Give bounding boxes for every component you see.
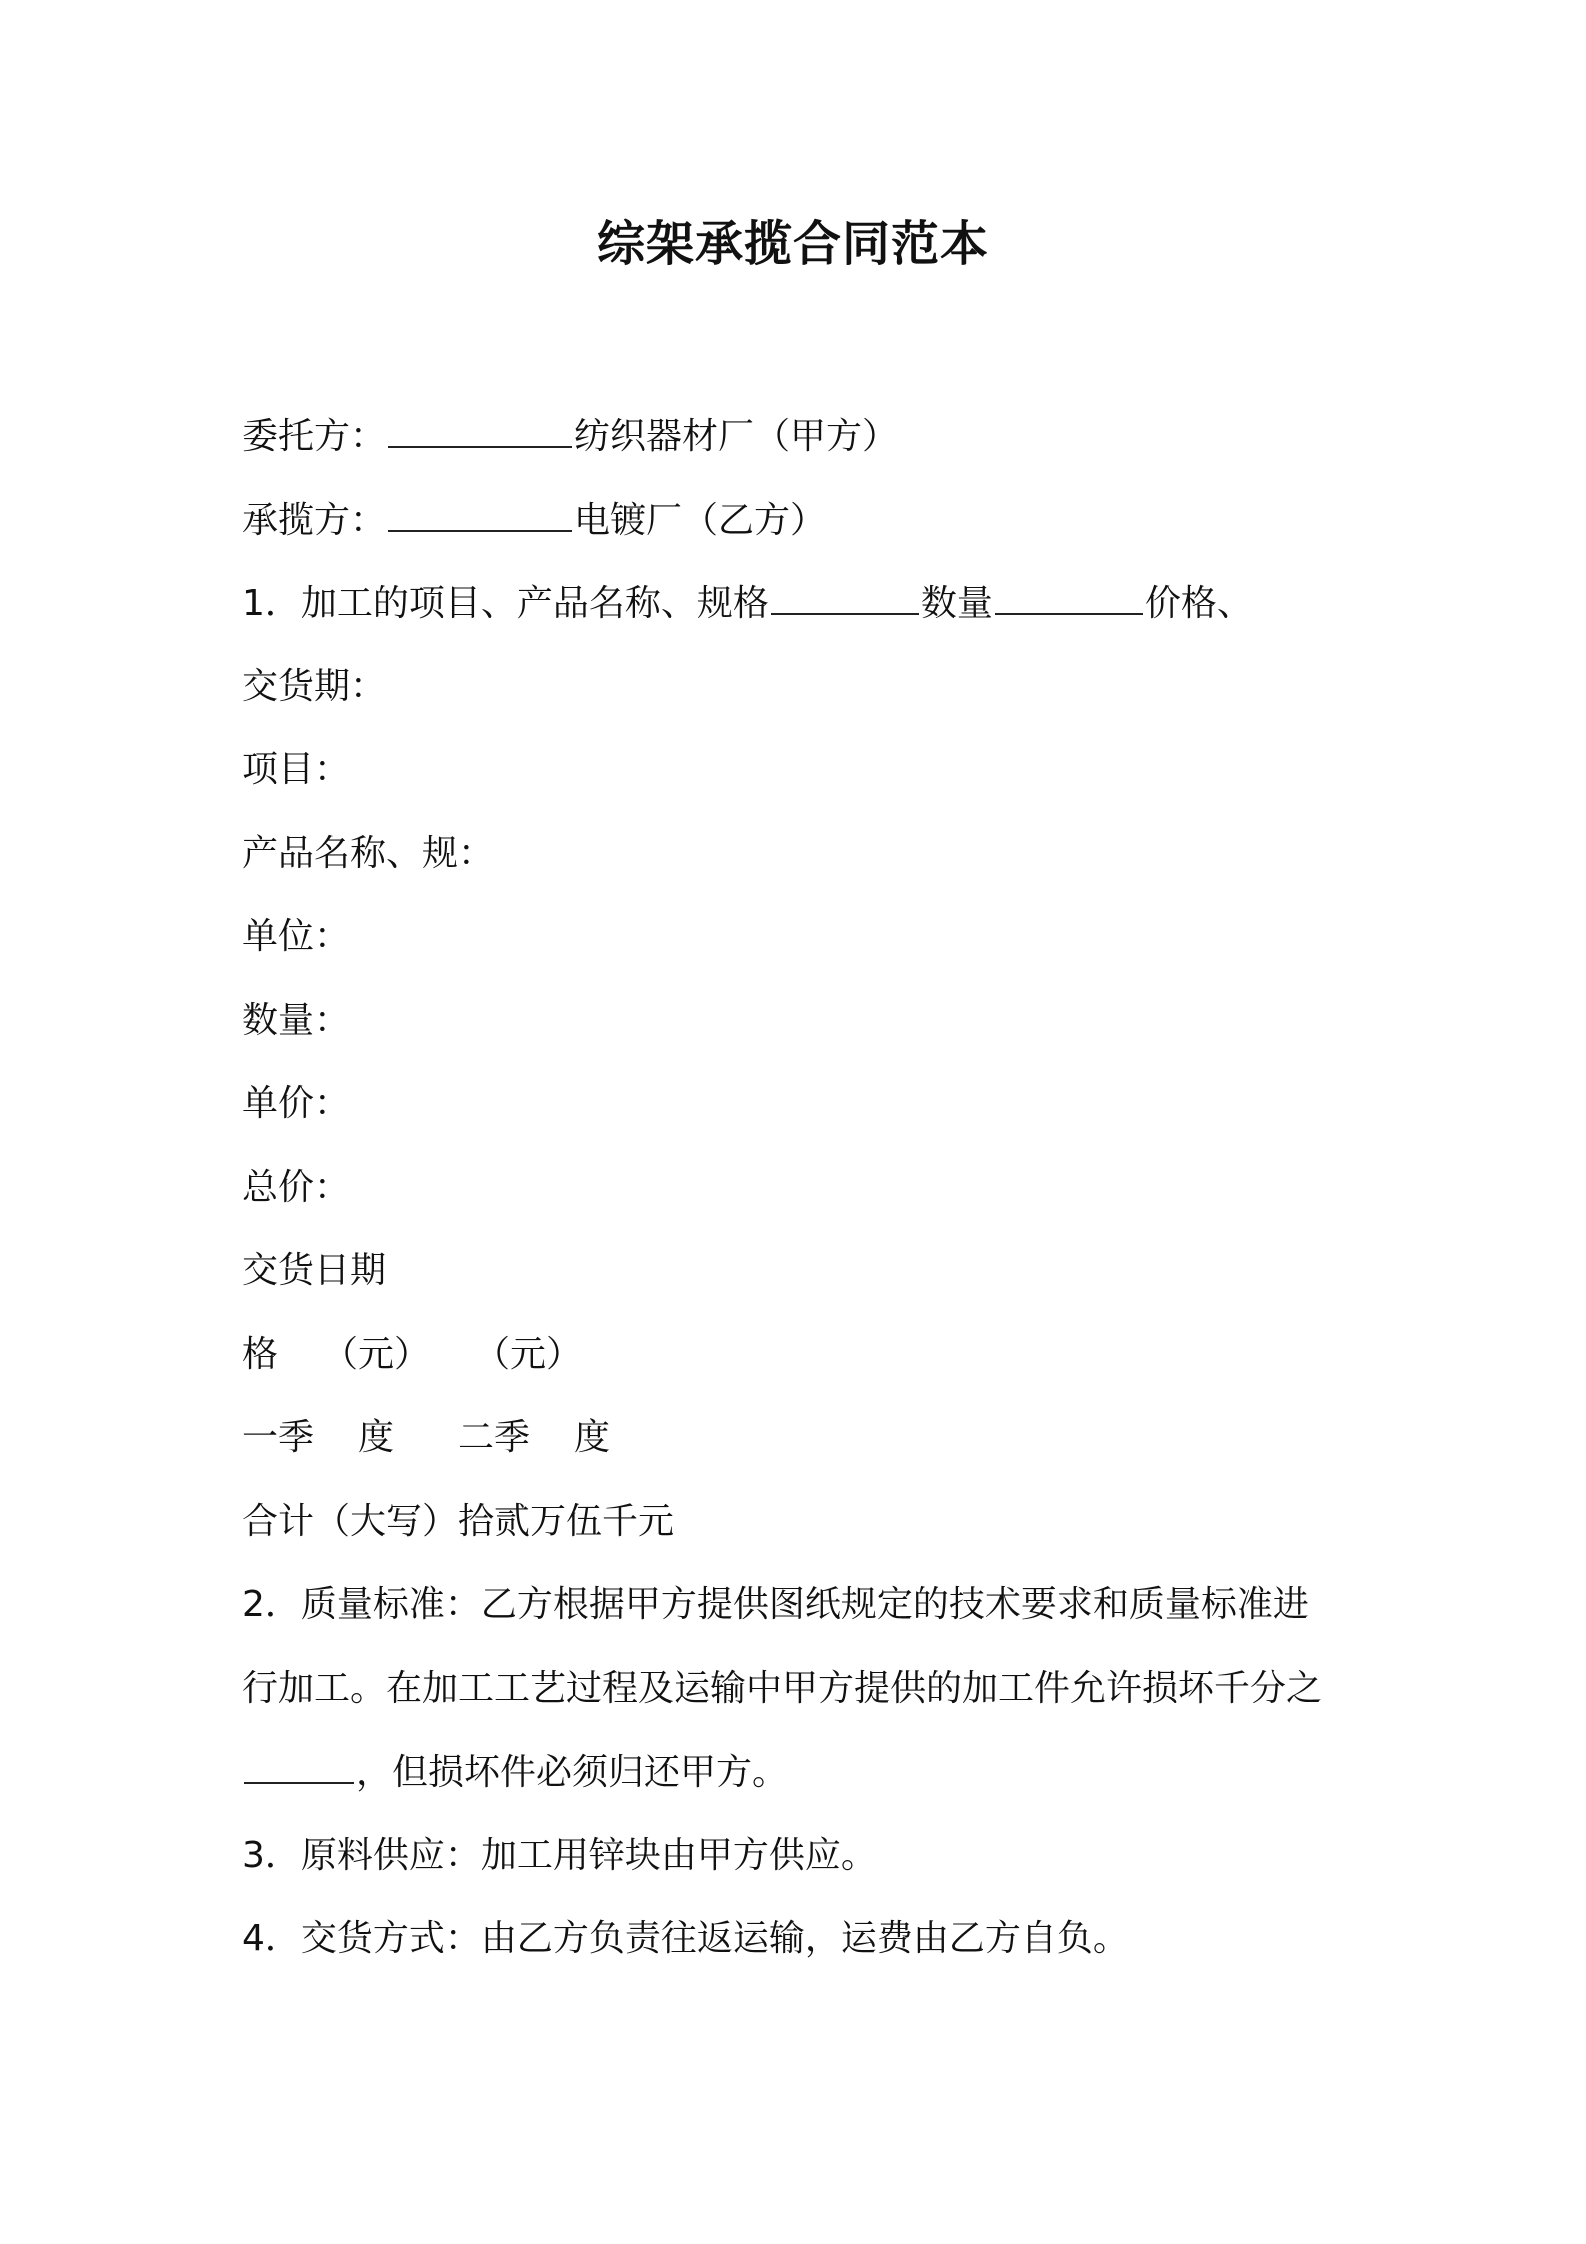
quantity-line: 数量： bbox=[242, 999, 351, 1041]
contractor-name: 电镀厂（乙方） bbox=[574, 499, 827, 541]
spec-blank bbox=[771, 573, 919, 615]
total-caps-line: 合计（大写）拾贰万伍千元 bbox=[242, 1500, 675, 1542]
item2-line-a: 2．质量标准：乙方根据甲方提供图纸规定的技术要求和质量标准进 bbox=[242, 1584, 1309, 1625]
yuan-text-2: （元） bbox=[474, 1333, 583, 1375]
q1-text-b: 度 bbox=[358, 1417, 395, 1458]
price-unit-line bbox=[242, 1325, 1362, 1409]
item1-text-a: 1．加工的项目、产品名称、规格 bbox=[242, 583, 769, 624]
total-price-line: 总价： bbox=[242, 1166, 351, 1208]
quantity-blank bbox=[995, 573, 1143, 615]
entrust-name: 纺织器材厂（甲方） bbox=[574, 416, 899, 457]
delivery-period-line: 交货期： bbox=[242, 665, 387, 707]
contractor-label: 承揽方： bbox=[242, 499, 387, 541]
quarter-line bbox=[242, 1408, 1362, 1492]
item1-text-b: 数量 bbox=[920, 583, 993, 624]
item1-text-c: 价格、 bbox=[1144, 583, 1253, 624]
entrust-label: 委托方： bbox=[242, 416, 387, 457]
delivery-date-line: 交货日期 bbox=[242, 1250, 387, 1291]
unit-price-line: 单价： bbox=[242, 1083, 351, 1124]
damage-rate-blank bbox=[244, 1742, 354, 1784]
entrust-line bbox=[242, 406, 1362, 490]
item1-line bbox=[242, 573, 1362, 657]
ge-text: 格 bbox=[242, 1333, 279, 1375]
item2-line-c bbox=[242, 1742, 1362, 1826]
contractor-blank bbox=[388, 490, 572, 532]
product-spec-line: 产品名称、规： bbox=[242, 832, 495, 874]
item2-text-c: ，但损坏件必须归还甲方。 bbox=[356, 1752, 789, 1793]
project-line: 项目： bbox=[242, 749, 351, 790]
document-body bbox=[242, 406, 1362, 1993]
contractor-line bbox=[242, 490, 1362, 574]
item4-line: 4．交货方式：由乙方负责往返运输，运费由乙方自负。 bbox=[242, 1918, 1129, 1959]
q2-text-a: 二季 bbox=[458, 1417, 531, 1458]
yuan-text-1: （元） bbox=[322, 1333, 431, 1375]
item3-line: 3．原料供应：加工用锌块由甲方供应。 bbox=[242, 1834, 877, 1876]
unit-line: 单位： bbox=[242, 916, 351, 957]
q1-text-a: 一季 bbox=[242, 1417, 315, 1458]
document-title: 综架承揽合同范本 bbox=[596, 216, 989, 272]
item2-line-b: 行加工。在加工工艺过程及运输中甲方提供的加工件允许损坏千分之 bbox=[242, 1667, 1323, 1709]
entrust-blank bbox=[388, 406, 572, 448]
q2-text-b: 度 bbox=[574, 1417, 611, 1458]
